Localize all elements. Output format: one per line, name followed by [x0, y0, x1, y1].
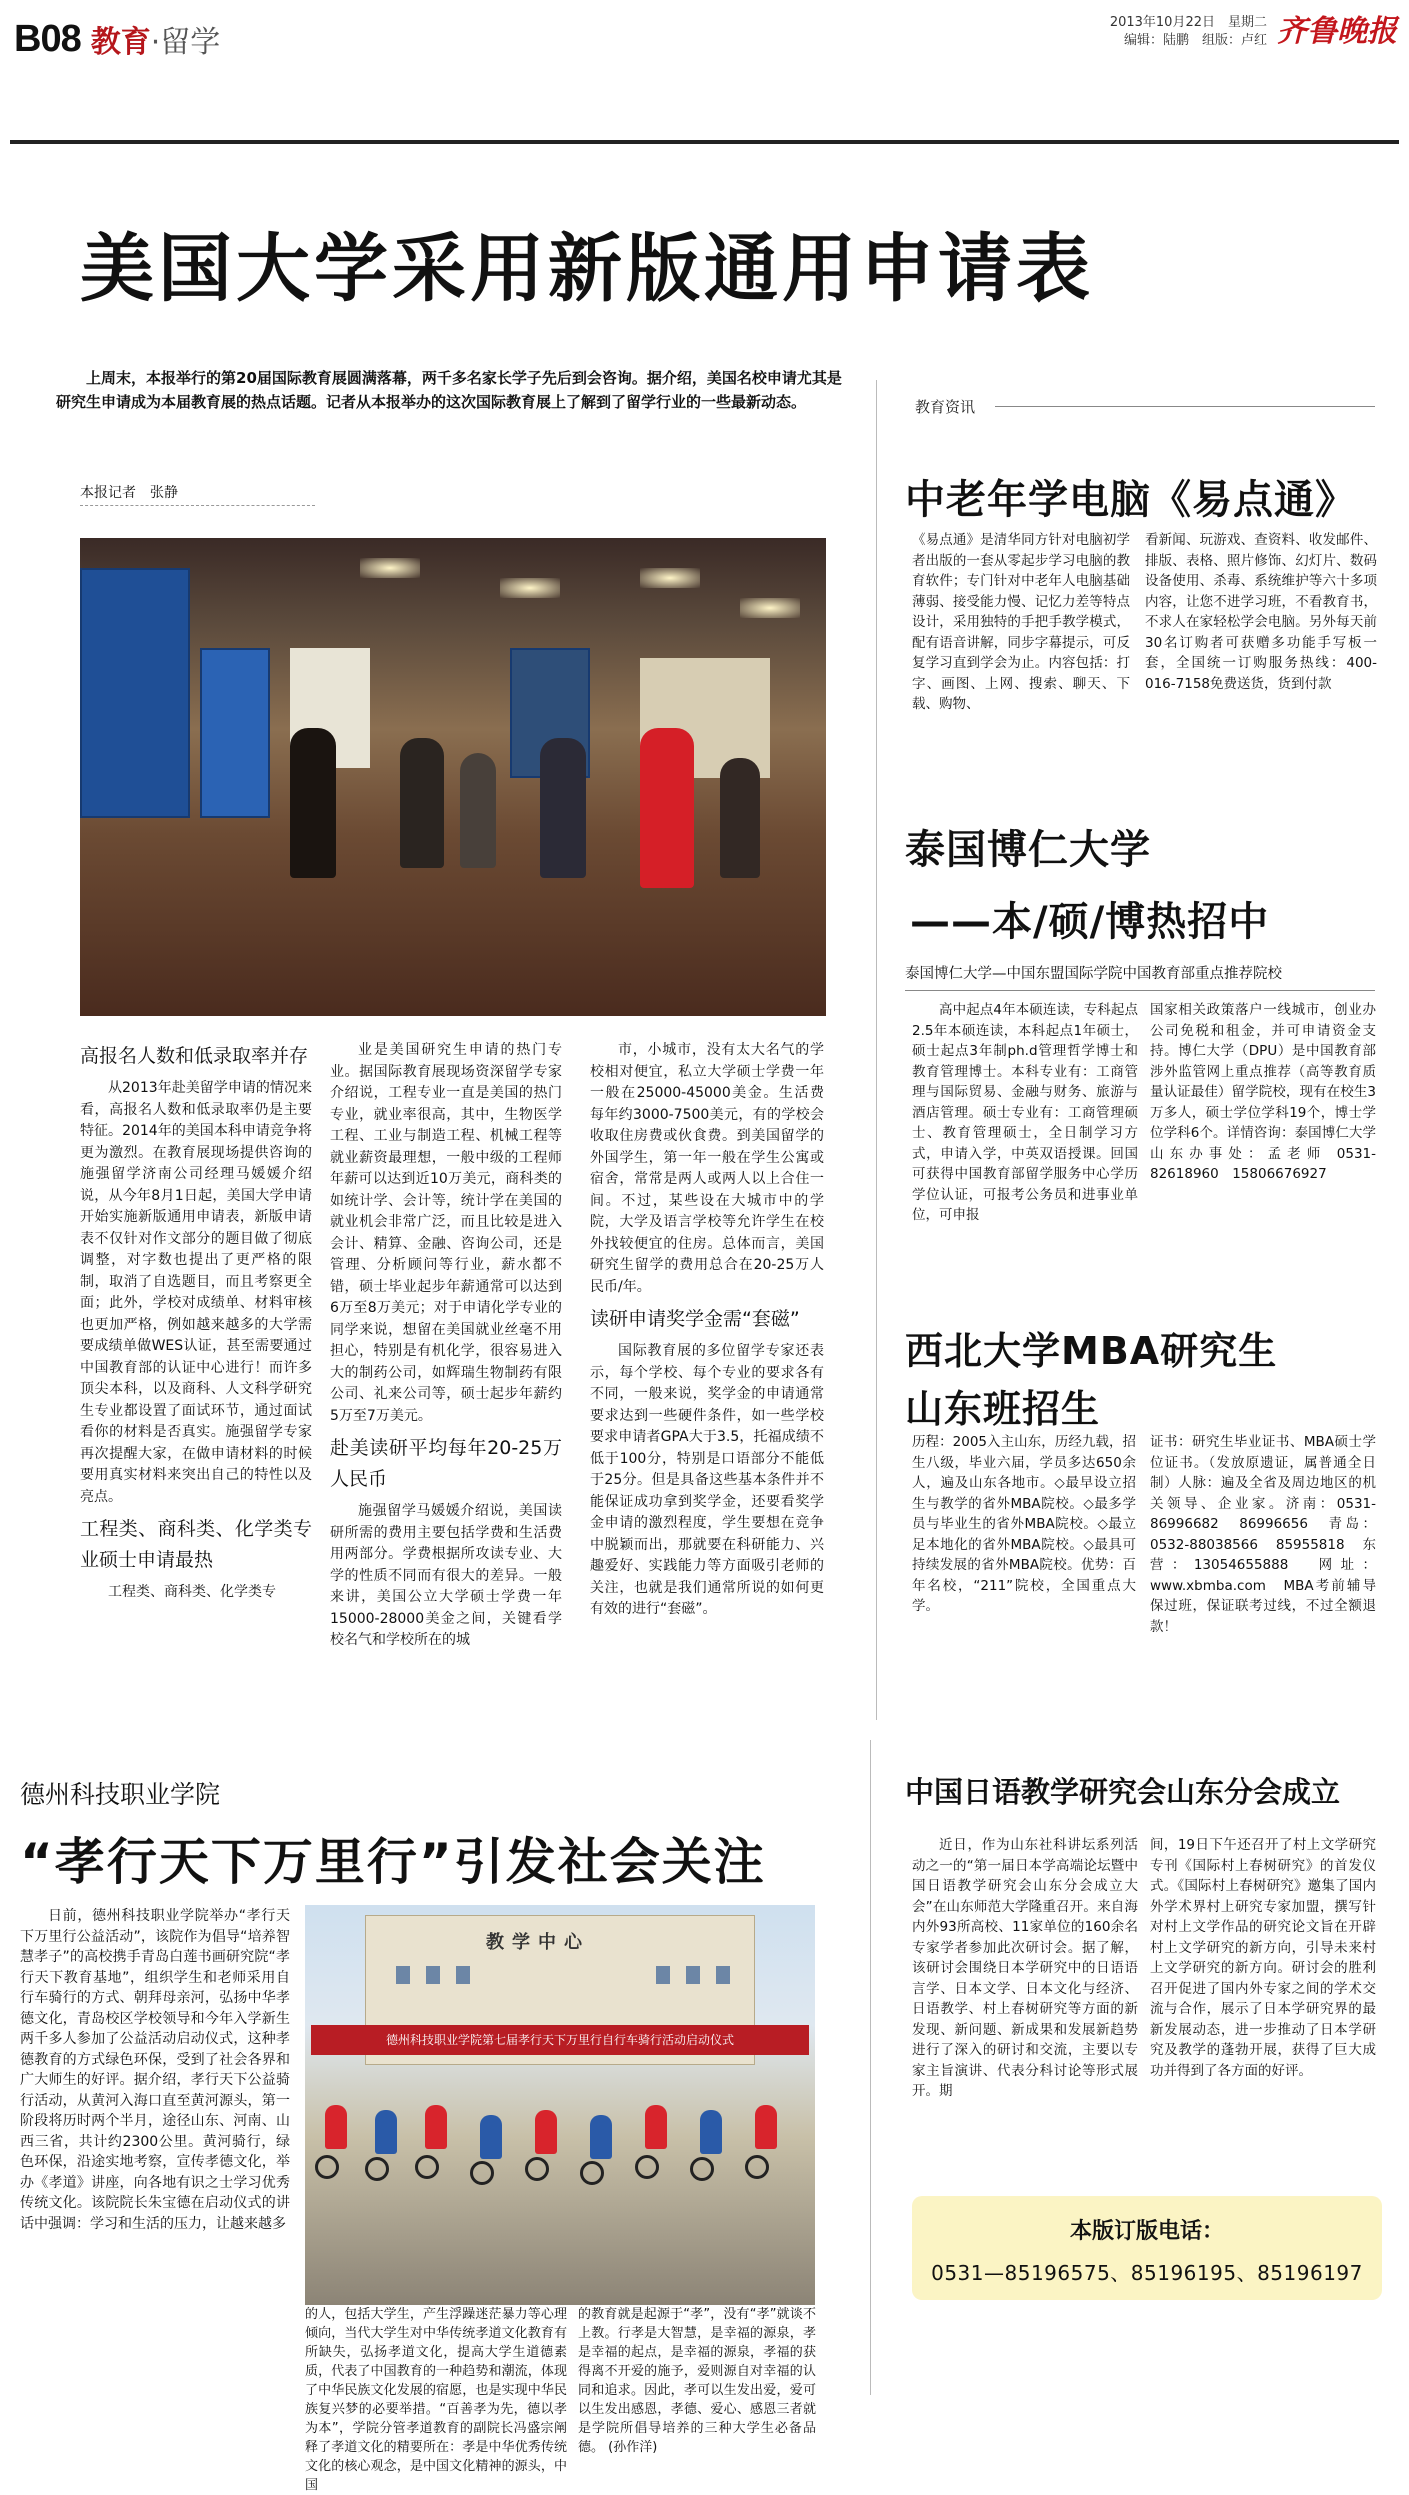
paragraph: 从2013年赴美留学申请的情况来看，高报名人数和低录取率仍是主要特征。2014年的美国本科申请竞争将更为激烈。在教育展现场提供咨询的施强留学济南公司经理马媛媛介绍说，从今年8月1日起，美国大学申请开始实施新版通用申请表，新版申请表不仅针对作文部分的题目做了彻底调整，对字数也提出了更严格的限制，取消了自选题目，而且考察更全面；此外，学校对成绩单、材料审核也更加严格，例如越来越多的大学需要成绩单做WES认证，甚至需要通过中国教育部的认证中心进行！而许多顶尖本科，以及商科、人文科学研究生专业都设置了面试环节，通过面试看你的材料是否真实。施强留学专家再次提醒大家，在做申请材料的时候要用真实材料来突出自己的特性以及亮点。: [80, 1080, 312, 1505]
bike-wheel: [635, 2155, 659, 2179]
cyclist: [590, 2115, 612, 2159]
paragraph: 施强留学马媛媛介绍说，美国读研所需的费用主要包括学费和生活费用两部分。学费根据所攻读专业、大学的性质不同而有很大的差异。一般来讲，美国公立大学硕士学费一年15000-28000美金之间，关键看学校名气和学校所在的城: [330, 1503, 562, 1648]
section-title: [91, 17, 221, 61]
ad3-subtitle: 山东班招生: [905, 1387, 1101, 1431]
window: [686, 1966, 700, 1984]
cyclist: [535, 2110, 557, 2154]
article-column-1: [80, 1035, 312, 1604]
ad2-subtitle: ——本/硕/博热招中: [910, 899, 1270, 945]
expo-photo: [80, 538, 826, 1016]
visitor: [400, 738, 444, 868]
cyclist: [375, 2110, 397, 2154]
bike-wheel: [525, 2157, 549, 2181]
bottom-col3-text: 的教育就是起源于“孝”，没有“孝”就谈不上教。行孝是大智慧，是幸福的源泉，孝是幸福的起点，是幸福的源泉，孝福的获得离不开爱的施予，爱则源自对幸福的认同和追求。因此，孝可以生发出爱，爱可以生发出感恩，孝德、爱心、感恩三者就是学院所倡导培养的三种大学生必备品德。: [578, 2307, 816, 2455]
window: [396, 1966, 410, 1984]
ad1-col1: 《易点通》是清华同方针对电脑初学者出版的一套从零起步学习电脑的教育软件；专门针对中老年人电脑基础薄弱、接受能力慢、记忆力差等特点设计，采用独特的手把手教学模式，配有语音讲解，同步字幕提示，可反复学习直到学会为止。内容包括：打字、画图、上网、搜索、聊天、下载、购物、: [912, 532, 1130, 712]
event-banner: 德州科技职业学院第七届孝行天下万里行自行车骑行活动启动仪式: [311, 2025, 809, 2055]
window: [716, 1966, 730, 1984]
ad3-title: 西北大学MBA研究生: [905, 1329, 1278, 1373]
bike-wheel: [315, 2155, 339, 2179]
bike-wheel: [365, 2157, 389, 2181]
section-main: 教育: [90, 25, 151, 60]
cyclist: [700, 2110, 722, 2154]
photo-credit: (孙作洋): [608, 2440, 658, 2455]
subscribe-label: 本版订版电话：: [1069, 2219, 1224, 2244]
ad2-tagline: 泰国博仁大学—中国东盟国际学院中国教育部重点推荐院校: [905, 966, 1282, 982]
bike-wheel: [415, 2155, 439, 2179]
date-line: 2013年10月22日 星期二: [1109, 15, 1267, 30]
paragraph: 市，小城市，没有太大名气的学校相对便宜，私立大学硕士学费一年一般在25000-45000美金。生活费每年约3000-7500美元，有的学校会收取住房费或伙食费。到美国留学的外国学生，第一年一般在学生公寓或宿舍，常常是两人或两人以上合住一间。不过，某些设在大城市中的学院，大学及语言学校等允许学生在校外找较便宜的住房。总体而言，美国研究生留学的费用总合在20-25万人民币/年。: [590, 1042, 824, 1295]
subheading: 工程类、商科类、化学类专业硕士申请最热: [80, 1518, 312, 1571]
subscribe-phones: 0531—85196575、85196195、85196197: [931, 2261, 1363, 2285]
lead-paragraph: 上周末，本报举行的第20届国际教育展圆满落幕，两千多名家长学子先后到会咨询。据介绍，美国名校申请尤其是研究生申请成为本届教育展的热点话题。记者从本报举办的这次国际教育展上了解到了留学行业的一些最新动态。: [56, 369, 842, 411]
ceiling-light: [360, 558, 420, 578]
news-col1: 近日，作为山东社科讲坛系列活动之一的“第一届日本学高端论坛暨中国日语教学研究会山东分会成立大会”在山东师范大学隆重召开。来自海内外93所高校、11家单位的160余名专家学者参加此次研讨会。据了解，该研讨会围绕日本学研究中的日语语言学、日本文学、日本文化与经济、日语教学、村上春树研究等方面的新发现、新问题、新成果和发展新趋势进行了深入的研讨和交流，主要以专家主旨演讲、代表分科讨论等形式展开。期: [912, 1837, 1138, 2099]
main-headline: 美国大学采用新版通用申请表: [80, 226, 1094, 312]
bike-wheel: [580, 2161, 604, 2185]
news-col2: 间，19日下午还召开了村上文学研究专刊《国际村上春树研究》的首发仪式。《国际村上春树研究》邀集了国内外学术界村上研究专家加盟，撰写针对村上文学作品的研究论文旨在开辟村上文学研究的新方向，引导未来村上文学研究的新方向。研讨会的胜利召开促进了国内外专家之间的学术交流与合作，展示了日本学研究界的最新发展动态，进一步推动了日本学研究及教学的蓬勃开展，获得了巨大成功并得到了各方面的好评。: [1150, 1837, 1376, 2079]
cyclist: [425, 2105, 447, 2149]
column-divider: [870, 1740, 871, 2395]
window: [456, 1966, 470, 1984]
byline-rule: [80, 505, 315, 506]
byline: 本报记者 张静: [80, 485, 178, 501]
ad2-col2: 国家相关政策落户一线城市，创业办公司免税和租金，并可申请资金支持。博仁大学（DPU）是中国教育部涉外监管网上重点推荐（高等教育质量认证最佳）留学院校，现有在校生3万多人，硕士学位学科19个，博士学位学科6个。详情咨询：泰国博仁大学山东办事处：孟老师 0531-82618960 15806676927: [1150, 1002, 1376, 1182]
page-number: B08: [14, 17, 81, 60]
bike-wheel: [470, 2161, 494, 2185]
paragraph: 工程类、商科类、化学类专: [108, 1584, 276, 1600]
page-header: [14, 14, 220, 64]
bottom-col3: [578, 2305, 816, 2457]
section-separator: ·: [150, 25, 161, 60]
bike-wheel: [690, 2157, 714, 2181]
exhibit-board: [80, 568, 190, 818]
visitor-red-shirt: [640, 728, 694, 888]
bike-wheel: [745, 2155, 769, 2179]
column-tag: 教育资讯: [915, 398, 976, 416]
header-rule: [10, 140, 1399, 144]
window: [426, 1966, 440, 1984]
visitor: [460, 753, 496, 868]
subscribe-box: [912, 2196, 1382, 2300]
paragraph: 国际教育展的多位留学专家还表示，每个学校、每个专业的要求各有不同，一般来说，奖学金的申请通常要求达到一些硬件条件，如一些学校要求申请者GPA大于3.5，托福成绩不低于100分，特别是口语部分不能低于25分。但是具备这些基本条件并不能保证成功拿到奖学金，还要看奖学金申请的激烈程度，学生要想在竞争中脱颖而出，那就要在科研能力、兴趣爱好、实践能力等方面吸引老师的关注，也就是我们通常所说的如何更有效的进行“套磁”。: [590, 1343, 824, 1617]
visitor: [290, 728, 336, 878]
cyclist: [480, 2115, 502, 2159]
bottom-col1: 日前，德州科技职业学院举办“孝行天下万里行公益活动”，该院作为倡导“培养智慧孝子”的高校携手青岛白莲书画研究院“孝行天下教育基地”，组织学生和老师采用自行车骑行的方式、朝拜母亲河，弘扬中华孝德文化，青岛校区学校领导和今年入学新生两千多人参加了公益活动启动仪式，这种孝德教育的方式绿色环保，受到了社会各界和广大师生的好评。据介绍，孝行天下公益骑行活动，从黄河入海口直至黄河源头，第一阶段将历时两个半月，途径山东、河南、山西三省，共计约2300公里。黄河骑行，绿色环保，沿途实地考察，宣传孝德文化，举办《孝道》讲座，向各地有识之士学习优秀传统文化。该院院长朱宝德在启动仪式的讲话中强调：学习和生活的压力，让越来越多: [20, 1908, 290, 2232]
subheading: 赴美读研平均每年20-25万人民币: [330, 1437, 562, 1490]
article-column-3: [590, 1040, 824, 1621]
column-tag-rule: [995, 406, 1375, 407]
ceiling-light: [640, 568, 700, 588]
cyclist: [325, 2105, 347, 2149]
visitor: [540, 738, 586, 878]
visitor: [720, 758, 760, 878]
section-sub: 留学: [160, 25, 221, 60]
window: [656, 1966, 670, 1984]
ad2-rule: [905, 990, 1375, 991]
editor-line: 编辑：陆鹏 组版：卢红: [1123, 33, 1267, 48]
paragraph: 业是美国研究生申请的热门专业。据国际教育展现场资深留学专家介绍说，工程专业一直是美国的热门专业，就业率很高，其中，生物医学工程、工业与制造工程、机械工程等就业薪资最理想，一般中级的工程师年薪可以达到近10万美元，商科类的如统计学、会计等，统计学在美国的就业机会非常广泛，而且比较是进入会计、精算、金融、咨询公司，还是管理、分析顾问等行业，薪水都不错，硕士毕业起步年薪通常可以达到6万至8万美元；对于申请化学专业的同学来说，想留在美国就业丝毫不用担心，特别是有机化学，很容易进入大的制药公司，如辉瑞生物制药有限公司、礼来公司等，硕士起步年薪约5万至7万美元。: [330, 1042, 562, 1424]
ad3-col1: 历程：2005入主山东，历经九载，招生八级，毕业六届，学员多达650余人，遍及山东各地市。◇最早设立招生与教学的省外MBA院校。◇最多学员与毕业生的省外MBA院校。◇最立足本地化的省外MBA院校。◇最具可持续发展的省外MBA院校。优势：百年名校，“211”院校，全国重点大学。: [912, 1434, 1136, 1614]
subheading: 读研申请奖学金需“套磁”: [590, 1308, 800, 1330]
building-sign: 教学中心: [486, 1932, 590, 1953]
header-meta: [1110, 14, 1397, 50]
exhibit-board: [200, 648, 270, 818]
ad2-col1: 高中起点4年本硕连读，专科起点2.5年本硕连读，本科起点1年硕士，硕士起点3年制ph.d管理哲学博士和教育管理博士。本科专业有：工商管理与国际贸易、金融与财务、旅游与酒店管理。硕士专业有：工商管理硕士、教育管理硕士，全日制学习方式，申请入学，中英双语授课。回国可获得中国教育部留学服务中心学历学位认证，可报考公务员和进事业单位，可申报: [912, 1002, 1138, 1223]
ad3-col2: 证书：研究生毕业证书、MBA硕士学位证书。（发放原遗证，属普通全日制）人脉：遍及全省及周边地区的机关领导、企业家。济南：0531-86996682 86996656 青岛：0532-88038566 85955818 东营：13054655888 网址：www.xbmba.com MBA考前辅导保过班，保证联考过线，不过全额退款！: [1150, 1434, 1376, 1635]
masthead-logo: 齐鲁晚报: [1277, 14, 1397, 49]
ad1-col2: 看新闻、玩游戏、查资料、收发邮件、排版、表格、照片修饰、幻灯片、数码设备使用、杀毒、系统维护等六十多项内容，让您不进学习班，不看教育书，不求人在家轻松学会电脑。另外每天前30名订购者可获赠多功能手写板一套，全国统一订购服务热线：400-016-7158免费送货，货到付款: [1145, 532, 1377, 692]
bottom-kicker: 德州科技职业学院: [20, 1780, 221, 1809]
ceiling-light: [500, 578, 560, 598]
news-title: 中国日语教学研究会山东分会成立: [905, 1775, 1341, 1809]
article-column-2: [330, 1040, 562, 1652]
ceiling-light: [740, 598, 800, 618]
column-divider: [876, 380, 877, 1720]
cycling-photo: [305, 1905, 815, 2305]
cyclist: [645, 2105, 667, 2149]
bottom-headline: “孝行天下万里行”引发社会关注: [20, 1833, 766, 1891]
ad2-title: 泰国博仁大学: [905, 827, 1151, 873]
cyclist: [755, 2105, 777, 2149]
bottom-col2: 的人，包括大学生，产生浮躁迷茫暴力等心理倾向，当代大学生对中华传统孝道文化教育有所缺失，弘扬孝道文化，提高大学生道德素质，代表了中国教育的一种趋势和潮流，体现了中华民族文化发展的宿愿，也是实现中华民族复兴梦的必要举措。“百善孝为先，德以孝为本”，学院分管孝道教育的副院长冯盛宗阐释了孝道文化的精要所在：孝是中华优秀传统文化的核心观念，是中国文化精神的源头，中国: [305, 2307, 567, 2493]
ad1-title: 中老年学电脑《易点通》: [905, 477, 1356, 523]
subheading: 高报名人数和低录取率并存: [80, 1045, 309, 1067]
